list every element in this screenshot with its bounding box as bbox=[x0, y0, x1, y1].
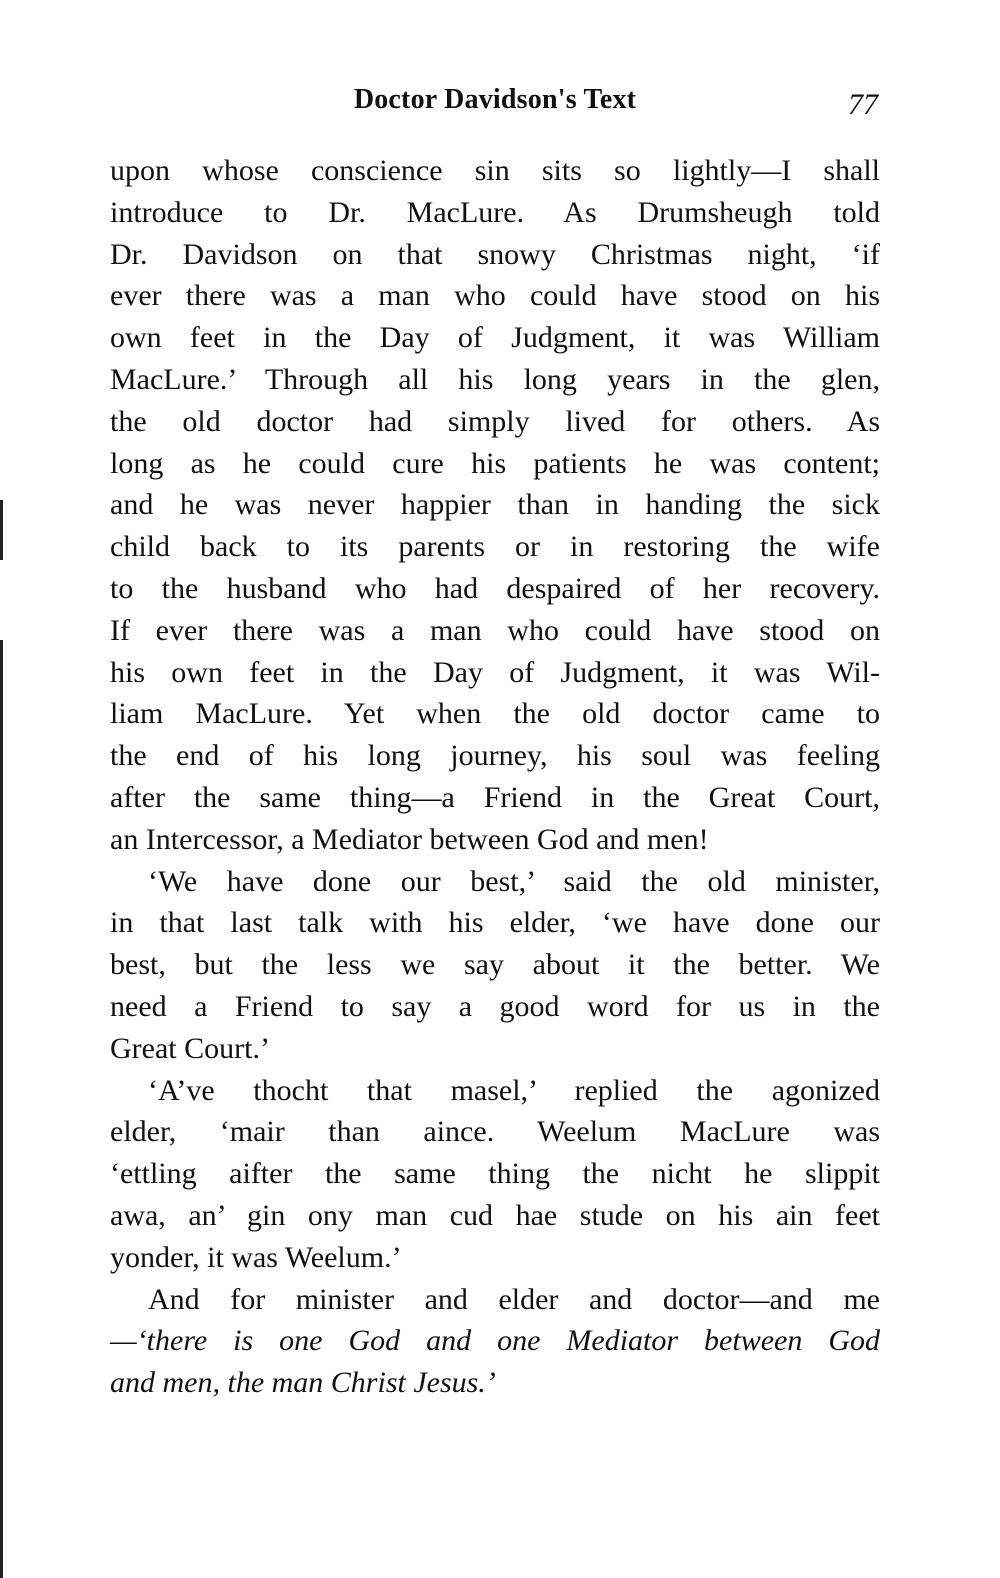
text-line: MacLure.’ Through all his long years in the glen, bbox=[110, 362, 880, 396]
text-line: the end of his long journey, his soul was feeling bbox=[110, 739, 880, 773]
page-edge-shadow bbox=[0, 500, 3, 560]
text-line: child back to its parents or in restoring the wife bbox=[110, 530, 880, 564]
text-line: own feet in the Day of Judgment, it was William bbox=[110, 321, 880, 355]
text-line: in that last talk with his elder, ‘we have done our bbox=[110, 906, 880, 940]
text-line: after the same thing—a Friend in the Great Court, bbox=[110, 780, 880, 814]
text-line: elder, ‘mair than aince. Weelum MacLure was bbox=[110, 1115, 880, 1149]
text-line: And for minister and elder and doctor—and me bbox=[148, 1282, 880, 1316]
text-line: his own feet in the Day of Judgment, it was Wil- bbox=[110, 655, 880, 689]
scripture-quote-line: and men, the man Christ Jesus.’ bbox=[110, 1366, 496, 1400]
text-line: the old doctor had simply lived for others. As bbox=[110, 404, 880, 438]
page-edge-shadow bbox=[0, 640, 3, 1578]
text-line: ‘We have done our best,’ said the old minister, bbox=[148, 864, 880, 898]
text-line: an Intercessor, a Mediator between God and men! bbox=[110, 822, 709, 856]
text-line: introduce to Dr. MacLure. As Drumsheugh told bbox=[110, 195, 880, 229]
page-header bbox=[110, 84, 880, 124]
text-line: upon whose conscience sin sits so lightly—I shall bbox=[110, 154, 880, 187]
text-line: If ever there was a man who could have stood on bbox=[110, 613, 880, 647]
paragraph-1 bbox=[110, 150, 880, 861]
text-line: yonder, it was Weelum.’ bbox=[110, 1240, 402, 1274]
running-title: Doctor Davidson's Text bbox=[353, 84, 637, 115]
text-line: ever there was a man who could have stood on his bbox=[110, 279, 880, 313]
text-line: awa, an’ gin ony man cud hae stude on his ain feet bbox=[110, 1198, 880, 1232]
text-line: ‘A’ve thocht that masel,’ replied the agonized bbox=[148, 1073, 880, 1107]
text-line: need a Friend to say a good word for us in the bbox=[110, 989, 880, 1023]
text-line: ‘ettling aifter the same thing the nicht he slippit bbox=[110, 1157, 880, 1191]
paragraph-3 bbox=[110, 1070, 880, 1279]
text-line: to the husband who had despaired of her recovery. bbox=[110, 571, 880, 605]
paragraph-4 bbox=[110, 1279, 880, 1404]
text-line: Dr. Davidson on that snowy Christmas night, ‘if bbox=[110, 237, 880, 271]
page-number: 77 bbox=[848, 88, 878, 121]
text-line: and he was never happier than in handing the sick bbox=[110, 488, 880, 522]
text-line: Great Court.’ bbox=[110, 1031, 270, 1065]
text-line: best, but the less we say about it the better. We bbox=[110, 948, 880, 982]
text-line: liam MacLure. Yet when the old doctor came to bbox=[110, 697, 880, 731]
scripture-quote-line: —‘there is one God and one Mediator between God bbox=[110, 1324, 880, 1358]
body-text bbox=[110, 150, 880, 1404]
text-line: long as he could cure his patients he was content; bbox=[110, 446, 880, 480]
paragraph-2 bbox=[110, 861, 880, 1070]
